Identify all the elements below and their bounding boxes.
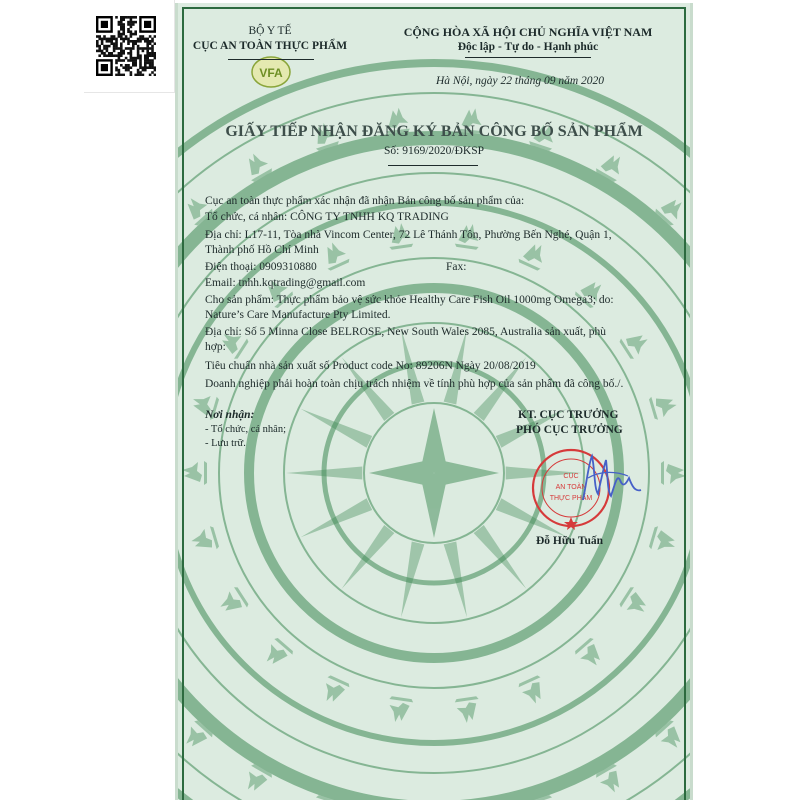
responsibility-line: Doanh nghiệp phải hoàn toàn chịu trách nhiệm về tính phù hợp của sản phẩm đã công bố./. — [205, 378, 624, 390]
recipient-item: - Tổ chức, cá nhân; — [205, 424, 287, 435]
intro-text: Cục an toàn thực phẩm xác nhận đã nhận Bản công bố sản phẩm của: — [205, 195, 525, 207]
seal-text: THỰC PHẨM — [549, 495, 593, 502]
manufacturer-address-1: Địa chỉ: Số 5 Minna Close BELROSE, New South Wales 2085, Australia sản xuất, phù — [205, 326, 607, 338]
recipient-item: - Lưu trữ. — [205, 438, 246, 449]
header-underline — [228, 59, 314, 60]
qr-code-icon — [96, 16, 156, 76]
qr-code-panel — [84, 0, 175, 93]
seal-text: AN TOÀN — [555, 484, 587, 491]
recipients-label: Nơi nhận: — [205, 409, 255, 421]
title-underline — [388, 165, 478, 166]
email: Email: tnhh.kqtrading@gmail.com — [205, 277, 366, 289]
fax: Fax: — [446, 261, 467, 273]
place-date: Hà Nội, ngày 22 tháng 09 năm 2020 — [436, 75, 605, 87]
signer-name: Đỗ Hữu Tuấn — [536, 535, 603, 547]
vfa-logo-text: VFA — [259, 66, 283, 80]
signer-title-1: KT. CỤC TRƯỞNG — [518, 409, 619, 421]
organization: Tổ chức, cá nhân: CÔNG TY TNHH KQ TRADING — [205, 211, 449, 223]
department-name: CỤC AN TOÀN THỰC PHẨM — [192, 40, 348, 52]
motto: Độc lập - Tự do - Hạnh phúc — [457, 41, 599, 53]
signer-title-2: PHÓ CỤC TRƯỞNG — [516, 424, 623, 436]
ministry-name: BỘ Y TẾ — [248, 25, 292, 37]
certificate-document — [175, 3, 693, 800]
signature-mark — [578, 450, 648, 506]
document-number: Số: 9169/2020/ĐKSP — [383, 145, 484, 157]
motto-underline — [465, 57, 591, 58]
standard-line: Tiêu chuẩn nhà sản xuất số Product code No: 89206N Ngày 20/08/2019 — [205, 360, 536, 372]
product-line-1: Cho sản phẩm: Thực phẩm bảo vệ sức khỏe Healthy Care Fish Oil 1000mg Omega3; do: — [205, 294, 614, 306]
product-line-2: Nature’s Care Manufacture Pty Limited. — [205, 309, 391, 321]
manufacturer-address-2: hợp: — [205, 341, 226, 353]
seal-text: CỤC — [563, 473, 579, 480]
document-title: GIẤY TIẾP NHẬN ĐĂNG KÝ BẢN CÔNG BỐ SẢN PHẨM — [225, 123, 643, 140]
phone: Điện thoại: 0909310880 — [205, 261, 317, 273]
address-line-2: Thành phố Hồ Chí Minh — [205, 244, 319, 256]
country-name: CỘNG HÒA XÃ HỘI CHỦ NGHĨA VIỆT NAM — [403, 25, 653, 39]
address-line-1: Địa chỉ: L17-11, Tòa nhà Vincom Center, 72 Lê Thánh Tôn, Phường Bến Nghé, Quận 1, — [205, 229, 612, 241]
